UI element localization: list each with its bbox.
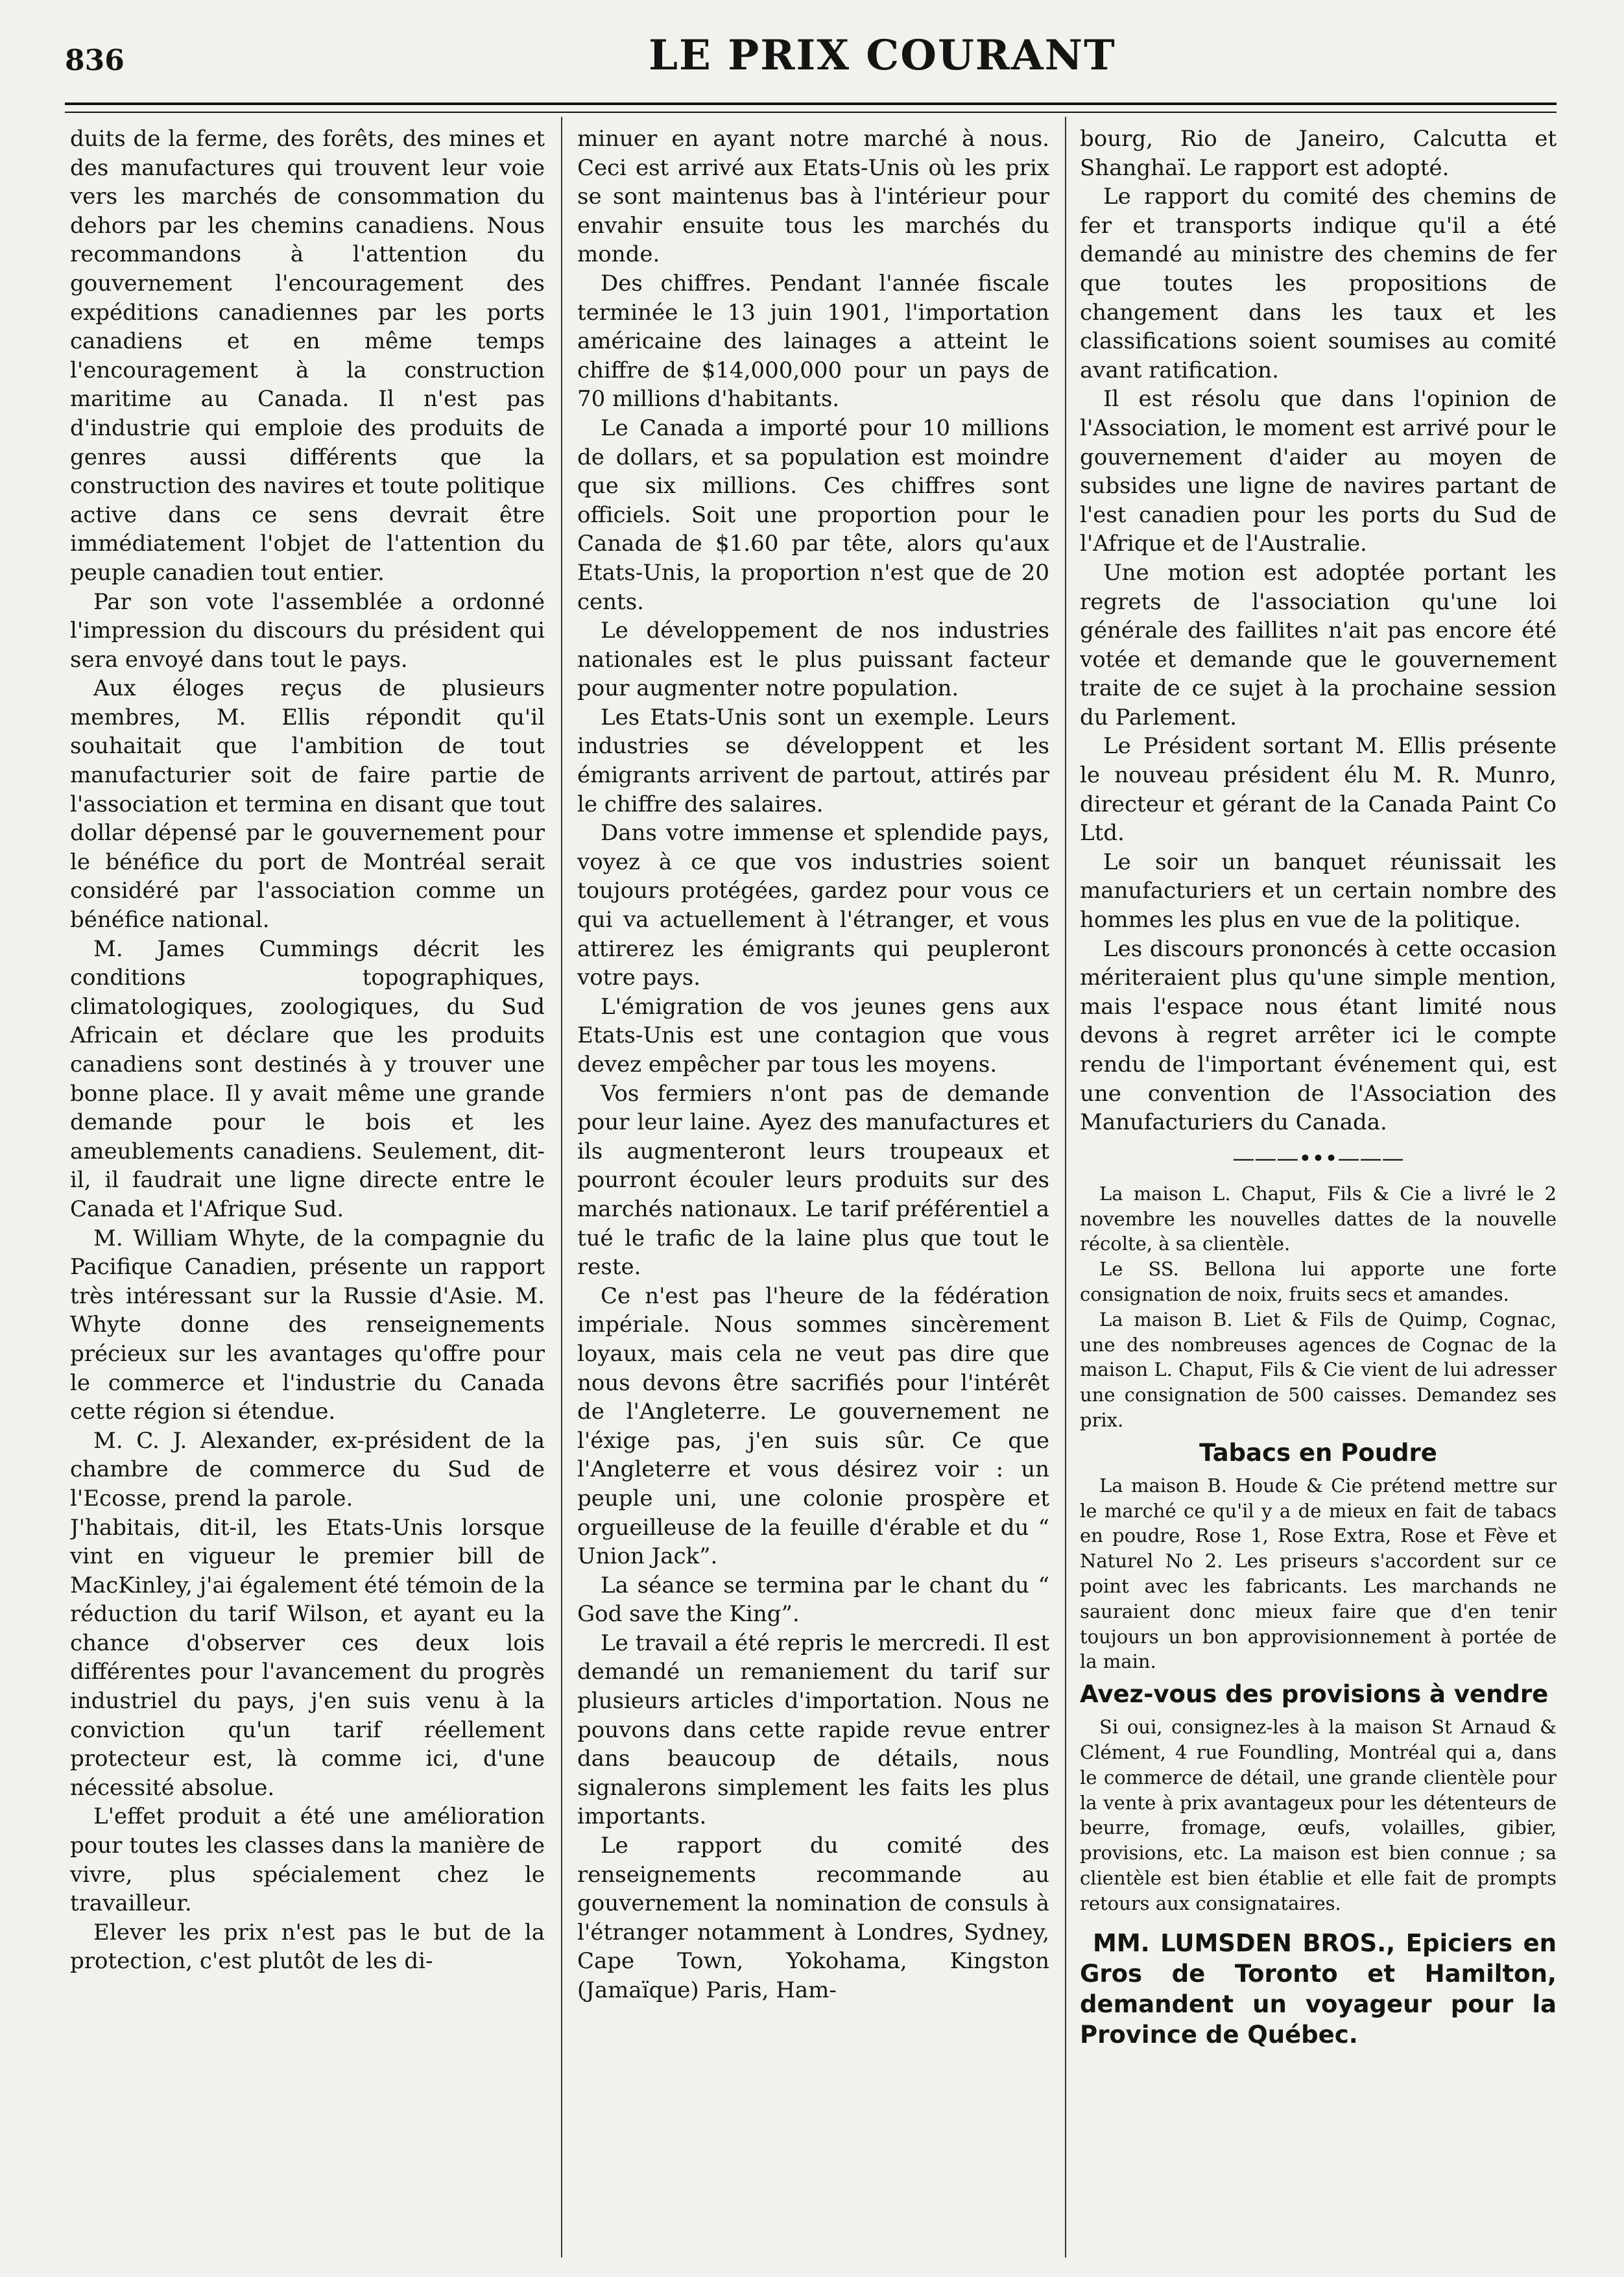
paragraph: Les discours prononcés à cette occasion mériteraient plus qu'une simple mention, mais l'espace nous étant limité nous devons à regret arrêter ici le compte rendu de l'important événement qui, est une convention de l'Association des Manufacturiers du Canada. xyxy=(1080,935,1557,1136)
column-rule xyxy=(1065,117,1066,2258)
paragraph: minuer en ayant notre marché à nous. Ceci est arrivé aux Etats-Unis où les prix se sont maintenus bas à l'intérieur pour envahir ensuite tous les marchés du monde. xyxy=(577,126,1049,268)
column-1 xyxy=(70,125,545,2259)
paragraph: Le développement de nos industries nationales est le plus puissant facteur pour augmenter notre population. xyxy=(577,618,1049,702)
paragraph: Le rapport du comité des chemins de fer et transports indique qu'il a été demandé au ministre des chemins de fer que toutes les propositions de changement dans les taux et les classifications soient soumises au comité avant ratification. xyxy=(1080,184,1557,383)
paragraph: Le Canada a importé pour 10 millions de dollars, et sa population est moindre que six millions. Ces chiffres sont officiels. Soit une proportion pour le Canada de $1.60 par tête, alors qu'aux Etats-Unis, la proportion n'est que de 20 cents. xyxy=(577,415,1049,615)
paragraph: Les Etats-Unis sont un exemple. Leurs industries se développent et les émigrants arrivent de partout, attirés par le chiffre des salaires. xyxy=(577,704,1049,817)
section-separator: ———•••——— xyxy=(1232,1145,1404,1172)
paragraph: Elever les prix n'est pas le but de la protection, c'est plutôt de les di- xyxy=(70,1919,545,1975)
paragraph: Dans votre immense et splendide pays, voyez à ce que vos industries soient toujours protégées, gardez pour vous ce qui va actuellement à l'étranger, et vous attirerez les émigrants qui peupleront votre pays. xyxy=(577,820,1049,991)
tabacs-text: La maison B. Houde & Cie prétend mettre sur le marché ce qu'il y a de mieux en fait de tabacs en poudre, Rose 1, Rose Extra, Rose et Fève et Naturel No 2. Les priseurs s'accordent sur ce point avec les fabricants. Les marchands ne sauraient donc mieux faire que d'en tenir toujours un bon approvisionnement à portée de la main. xyxy=(1080,1474,1557,1673)
paragraph: La séance se termina par le chant du “ God save the King”. xyxy=(577,1572,1049,1628)
paragraph: M. C. J. Alexander, ex-président de la chambre de commerce du Sud de l'Ecosse, prend la parole. xyxy=(70,1427,545,1512)
column-3 xyxy=(1080,125,1557,2259)
paragraph: Ce n'est pas l'heure de la fédération impériale. Nous sommes sincèrement loyaux, mais cela ne veut pas dire que nous devons être sacrifiés pour l'intérêt de l'Angleterre. Le gouvernement ne l'éxige pas, j'en suis sûr. Ce que l'Angleterre et vous désirez voir : un peuple uni, une colonie prospère et orgueilleuse de la feuille d'érable et du “ Union Jack”. xyxy=(577,1283,1049,1570)
paragraph: Vos fermiers n'ont pas de demande pour leur laine. Ayez des manufactures et ils augmenteront leurs troupeaux et pourront écouler leurs produits sur des marchés nationaux. Le tarif préférentiel a tué le trafic de la laine plus que tout le reste. xyxy=(577,1080,1049,1281)
news-item: La maison L. Chaput, Fils & Cie a livré le 2 novembre les nouvelles dattes de la nouvelle récolte, à sa clientèle. xyxy=(1080,1182,1557,1255)
page-header xyxy=(65,18,1557,115)
masthead-title: LE PRIX COURANT xyxy=(649,31,1116,80)
tabacs-notice xyxy=(1080,1473,1557,1674)
paragraph: M. William Whyte, de la compagnie du Pacifique Canadien, présente un rapport très intéressant sur la Russie d'Asie. M. Whyte donne des renseignements précieux sur les avantages qu'offre pour le commerce et l'industrie du Canada cette région si étendue. xyxy=(70,1225,545,1425)
paragraph: Il est résolu que dans l'opinion de l'Association, le moment est arrivé pour le gouvernement d'aider au moyen de subsides une ligne de navires partant de l'est canadien pour les ports du Sud de l'Afrique et de l'Australie. xyxy=(1080,386,1557,557)
paragraph: bourg, Rio de Janeiro, Calcutta et Shanghaï. Le rapport est adopté. xyxy=(1080,126,1557,181)
paragraph: M. James Cummings décrit les conditions topographiques, climatologiques, zoologiques, du Sud Africain et déclare que les produits canadiens sont destinés à y trouver une bonne place. Il y avait même une grande demande pour le bois et les ameublements canadiens. Seulement, dit-il, il faudrait une ligne directe entre le Canada et l'Afrique Sud. xyxy=(70,935,545,1222)
paragraph: Le rapport du comité des renseignements recommande au gouvernement la nomination de consuls à l'étranger notamment à Londres, Sydney, Cape Town, Yokohama, Kingston (Jamaïque) Paris, Ham- xyxy=(577,1833,1049,2003)
paragraph: L'effet produit a été une amélioration pour toutes les classes dans la manière de vivre, plus spécialement chez le travailleur. xyxy=(70,1803,545,1917)
paragraph: Par son vote l'assemblée a ordonné l'impression du discours du président qui sera envoyé dans tout le pays. xyxy=(70,588,545,673)
paragraph: Le Président sortant M. Ellis présente le nouveau président élu M. R. Munro, directeur et gérant de la Canada Paint Co Ltd. xyxy=(1080,733,1557,847)
paragraph: Le soir un banquet réunissait les manufacturiers et un certain nombre des hommes les plus en vue de la politique. xyxy=(1080,849,1557,934)
news-item: Le SS. Bellona lui apporte une forte consignation de noix, fruits secs et amandes. xyxy=(1080,1258,1557,1305)
provisions-notice xyxy=(1080,1715,1557,1916)
paragraph: duits de la ferme, des forêts, des mines et des manufactures qui trouvent leur voie vers les marchés de consommation du dehors par les chemins canadiens. Nous recommandons à l'attention du gouvernement l'encouragement des expéditions canadiennes par les ports canadiens et en même temps l'encouragement à la construction maritime au Canada. Il n'est pas d'industrie qui emploie des produits de genres aussi différents que la construction des navires et toute politique active dans ce sens devrait être immédiatement l'objet de l'attention du peuple canadien tout entier. xyxy=(70,126,545,586)
paragraph: J'habitais, dit-il, les Etats-Unis lorsque vint en vigueur le premier bill de MacKinley, j'ai également été témoin de la réduction du tarif Wilson, et ayant eu la chance d'observer ces deux lois différentes pour l'avancement du progrès industriel du pays, j'en suis venu à la conviction qu'un tarif réellement protecteur est, là comme ici, d'une nécessité absolue. xyxy=(70,1514,545,1801)
paragraph: Une motion est adoptée portant les regrets de l'association qu'une loi générale des faillites n'ait pas encore été votée et demande que le gouvernement traite de ce sujet à la prochaine session du Parlement. xyxy=(1080,559,1557,730)
paragraph: Aux éloges reçus de plusieurs membres, M. Ellis répondit qu'il souhaitait que l'ambition de tout manufacturier soit de faire partie de l'association et termina en disant que tout dollar dépensé par le gouvernement pour le bénéfice du port de Montréal serait considéré par l'association comme un bénéfice national. xyxy=(70,675,545,934)
tabacs-heading: Tabacs en Poudre xyxy=(1199,1438,1437,1467)
page-number: 836 xyxy=(65,44,125,77)
column-2 xyxy=(577,125,1049,2259)
news-item: La maison B. Liet & Fils de Quimp, Cognac, une des nombreuses agences de Cognac de la maison L. Chaput, Fils & Cie vient de lui adresser une consignation de 500 caisses. Demandez ses prix. xyxy=(1080,1308,1557,1431)
provisions-text: Si oui, consignez-les à la maison St Arnaud & Clément, 4 rue Foundling, Montréal qui a, dans le commerce de détail, une grande clientèle pour la vente à prix avantageux pour les détenteurs de beurre, fromage, œufs, volailles, gibier, provisions, etc. La maison est bien connue ; sa clientèle est bien établie et elle fait de prompts retours aux consignataires. xyxy=(1080,1716,1557,1914)
column-rule xyxy=(561,117,562,2258)
provisions-heading: Avez-vous des provisions à vendre xyxy=(1080,1680,1549,1709)
paragraph: Des chiffres. Pendant l'année fiscale terminée le 13 juin 1901, l'importation américaine des lainages a atteint le chiffre de $14,000,000 pour un pays de 70 millions d'habitants. xyxy=(577,270,1049,413)
header-rule xyxy=(65,102,1557,113)
paragraph: L'émigration de vos jeunes gens aux Etats-Unis est une contagion que vous devez empêcher par tous les moyens. xyxy=(577,993,1049,1078)
lumsden-advertisement: MM. LUMSDEN BROS., Epiciers en Gros de Toronto et Hamilton, demandent un voyageur pour la Province de Québec. xyxy=(1080,1929,1557,2049)
paragraph: Le travail a été repris le mercredi. Il est demandé un remaniement du tarif sur plusieurs articles d'importation. Nous ne pouvons dans cette rapide revue entrer dans beaucoup de détails, nous signalerons simplement les faits les plus importants. xyxy=(577,1630,1049,1830)
news-notes xyxy=(1080,1181,1557,1433)
